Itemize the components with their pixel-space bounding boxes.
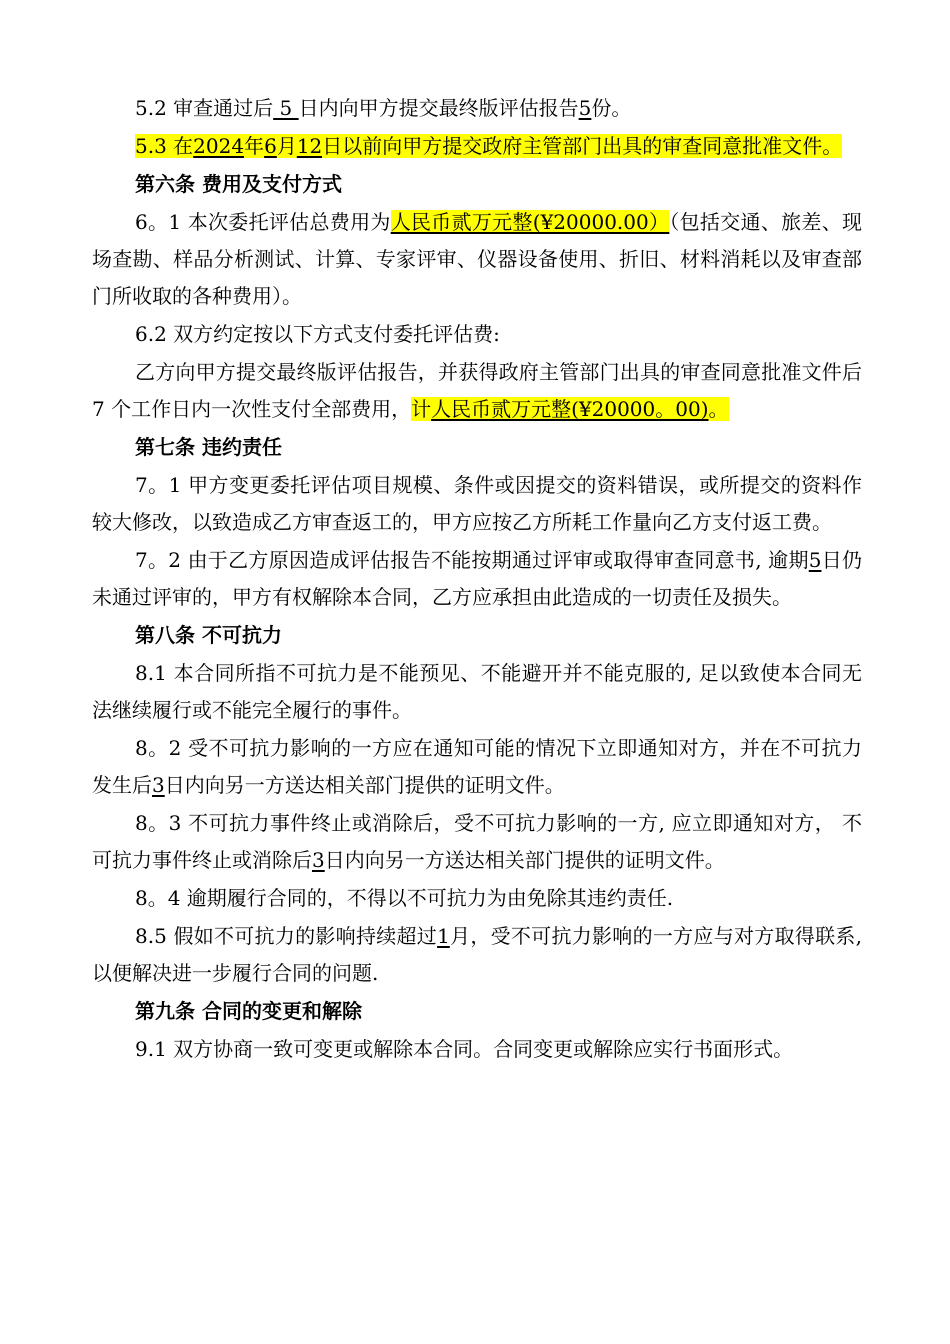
text-segment: 乙方向甲方提交最终版评估报告，并获得政府主管部门出具的审查同意批准文件后 7 个工作日内一次性支付全部费用， (92, 360, 862, 421)
paragraph (92, 204, 862, 315)
underlined-value: 3 (152, 773, 165, 797)
text-segment: 第六条 费用及支付方式 (135, 172, 342, 196)
text-segment: 第七条 违约责任 (135, 435, 282, 459)
text-segment: 7。1 甲方变更委托评估项目规模、条件或因提交的资料错误，或所提交的资料作较大修改，以致造成乙方审查返工的，甲方应按乙方所耗工作量向乙方支付返工费。 (92, 473, 862, 534)
text-segment: 月，受不可抗力影响的一方应与对方取得联系, 以便解决进一步履行合同的问题. (92, 924, 862, 985)
highlighted-text: 人民币贰万元整(¥20000。00) (431, 397, 709, 421)
section-heading (92, 166, 862, 203)
text-segment: 6。1 本次委托评估总费用为 (135, 210, 391, 234)
underlined-value: 5 (273, 96, 299, 120)
underlined-value: 3 (312, 848, 325, 872)
text-segment: 日内向另一方送达相关部门提供的证明文件。 (324, 848, 725, 872)
highlighted-text: 年 (244, 134, 265, 158)
section-heading (92, 617, 862, 654)
underlined-value: 1 (437, 924, 450, 948)
underlined-value: 5 (578, 96, 592, 120)
paragraph (92, 542, 862, 616)
highlighted-text: 2024 (193, 134, 245, 158)
text-segment: 第九条 合同的变更和解除 (135, 999, 362, 1023)
text-segment: 5.2 审查通过后 (135, 96, 274, 120)
text-segment: 8.1 本合同所指不可抗力是不能预见、不能避开并不能克服的, 足以致使本合同无法继续履行或不能完全履行的事件。 (92, 661, 862, 722)
section-heading (92, 429, 862, 466)
text-segment: 日内向甲方提交最终版评估报告 (298, 96, 579, 120)
text-segment: 第八条 不可抗力 (135, 623, 282, 647)
text-segment: （包括交通、旅差、现场查勘、样品分析测试、计算、专家评审、仪器设备使用、折旧、材料消耗以及审查部门所收取的各种费用）。 (92, 210, 863, 308)
paragraph (92, 880, 862, 917)
paragraph (92, 128, 862, 165)
highlighted-text: 计 (411, 397, 432, 421)
highlighted-text: 人民币贰万元整(¥20000.00） (390, 210, 670, 234)
highlighted-text: 月 (276, 134, 297, 158)
text-segment: 日仍未通过评审的，甲方有权解除本合同，乙方应承担由此造成的一切责任及损失。 (92, 548, 862, 609)
paragraph (92, 730, 862, 804)
text-segment: 8。2 受不可抗力影响的一方应在通知可能的情况下立即通知对方，并在不可抗力发生后 (92, 736, 862, 797)
section-heading (92, 993, 862, 1030)
text-segment: 8。4 逾期履行合同的，不得以不可抗力为由免除其违约责任. (135, 886, 674, 910)
paragraph (92, 918, 862, 992)
highlighted-text: 5.3 在 (135, 134, 194, 158)
paragraph (92, 1031, 862, 1068)
paragraph (92, 655, 862, 729)
paragraph (92, 354, 862, 428)
text-segment: 份。 (591, 96, 632, 120)
text-segment: 8.5 假如不可抗力的影响持续超过 (135, 924, 438, 948)
text-segment: 9.1 双方协商一致可变更或解除本合同。合同变更或解除应实行书面形式。 (135, 1037, 794, 1061)
text-segment: 7。2 由于乙方原因造成评估报告不能按期通过评审或取得审查同意书, 逾期 (135, 548, 809, 572)
text-segment: 6.2 双方约定按以下方式支付委托评估费: (135, 322, 500, 346)
highlighted-text: 6 (264, 134, 277, 158)
highlighted-text: 日以前向甲方提交政府主管部门出具的审查同意批准文件。 (322, 134, 843, 158)
highlighted-text: 。 (708, 397, 729, 421)
text-segment: 日内向另一方送达相关部门提供的证明文件。 (164, 773, 565, 797)
paragraph (92, 467, 862, 541)
paragraph (92, 316, 862, 353)
paragraph (92, 805, 862, 879)
text-segment: 8。3 不可抗力事件终止或消除后，受不可抗力影响的一方, 应立即通知对方， 不可抗力事件终止或消除后 (92, 811, 862, 872)
underlined-value: 5 (808, 548, 822, 572)
paragraph (92, 90, 862, 127)
highlighted-text: 12 (296, 134, 323, 158)
